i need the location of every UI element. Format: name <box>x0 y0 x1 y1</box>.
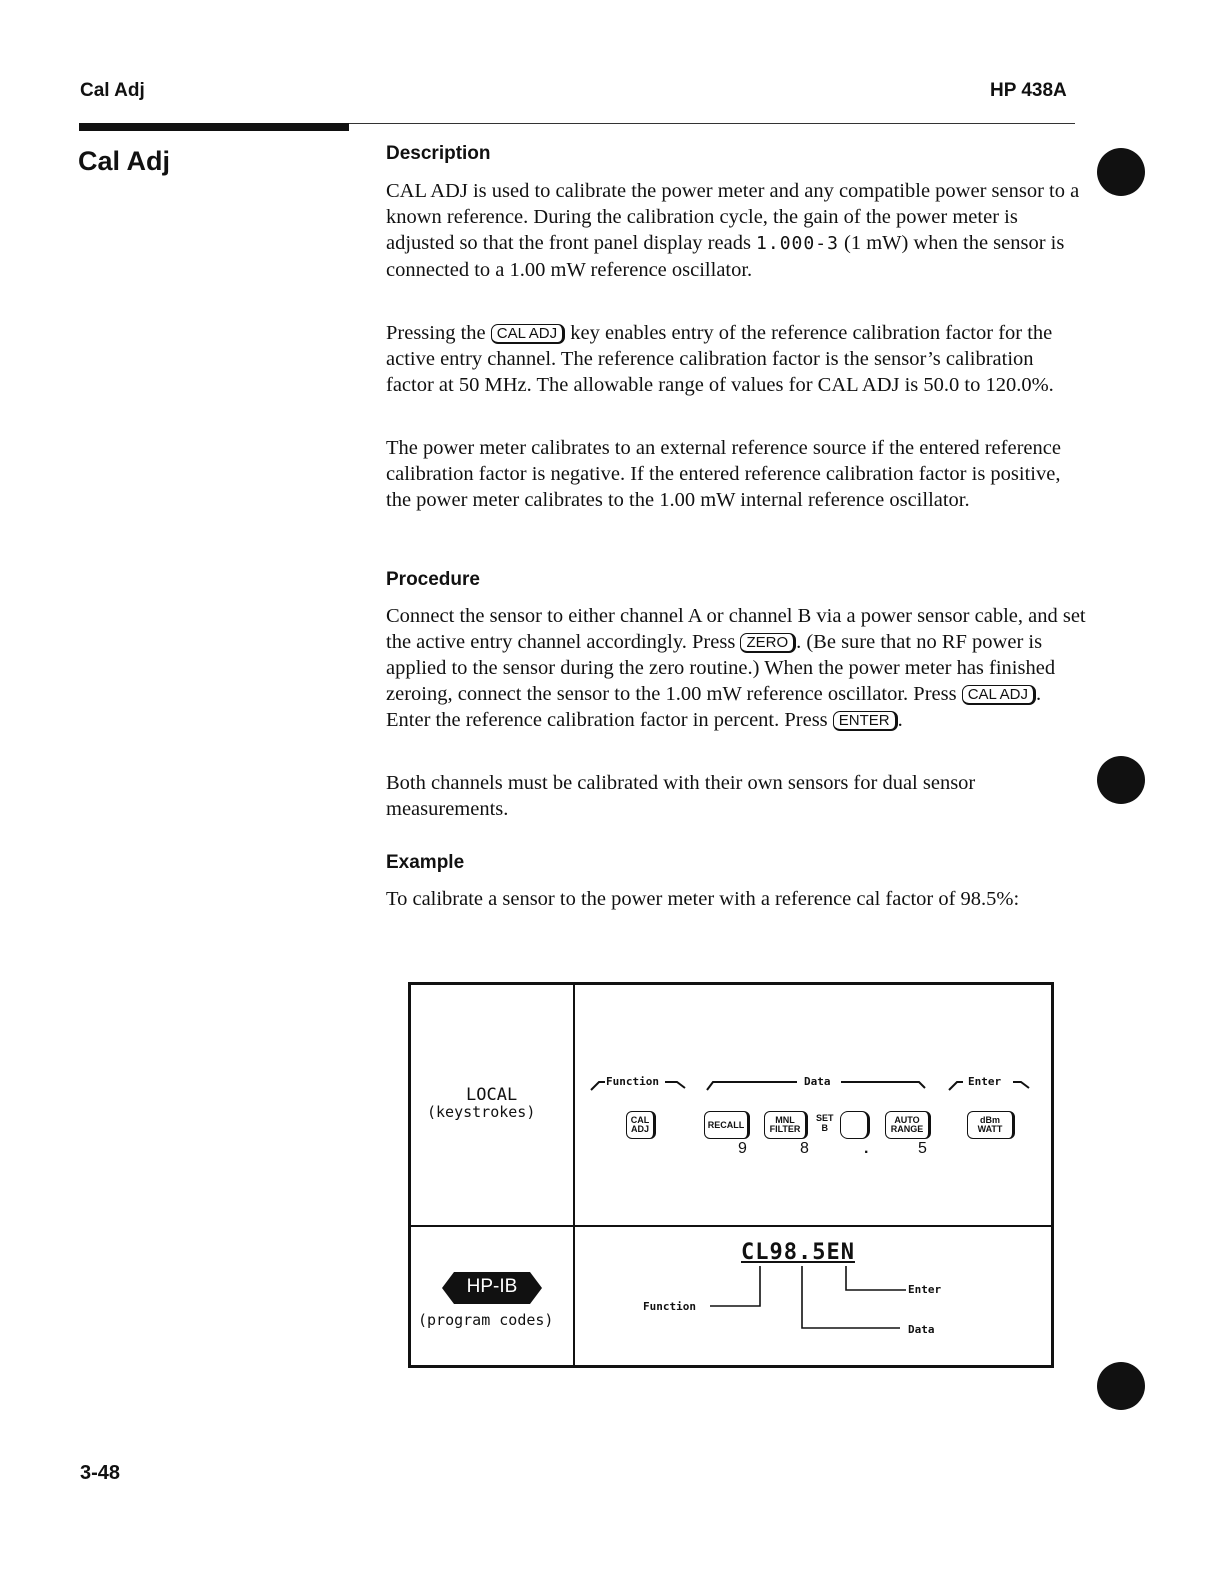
program-codes-label: (program codes) <box>418 1311 554 1329</box>
table-divider-horizontal <box>408 1225 1054 1227</box>
hpib-badge-text: HP-IB <box>466 1276 518 1297</box>
description-paragraph-3: The power meter calibrates to an external reference source if the entered reference calibration factor is negative. If the entered reference calibration factor is positive, the power meter calibrates to the 1.00 mW internal reference oscillator. <box>386 437 1061 511</box>
procedure-paragraph-2: Both channels must be calibrated with their own sensors for dual sensor measurements. <box>386 772 976 820</box>
cal-adj-keycap: CAL ADJ <box>626 1111 656 1139</box>
dbm-watt-keycap: dBm WATT <box>967 1111 1015 1139</box>
auto-range-keycap: AUTO RANGE <box>885 1111 931 1139</box>
display-readout: 1.000-3 <box>756 233 839 254</box>
description-heading: Description <box>386 143 491 164</box>
callout-enter-label: Enter <box>908 1283 942 1296</box>
program-code: CL98.5EN <box>741 1240 855 1265</box>
enter-key: ENTER <box>833 711 898 731</box>
callout-function-label: Function <box>643 1300 696 1313</box>
binder-hole-marker <box>1097 148 1145 196</box>
binder-hole-marker <box>1097 756 1145 804</box>
set-b-keycap <box>840 1111 870 1139</box>
table-divider-vertical <box>573 982 575 1368</box>
data-group-label: Data <box>804 1075 831 1088</box>
example-heading: Example <box>386 852 465 873</box>
keystroke-digit: 8 <box>800 1140 809 1157</box>
running-header-left: Cal Adj <box>80 80 145 101</box>
procedure-heading: Procedure <box>386 569 480 590</box>
keystroke-digit: 9 <box>738 1140 747 1157</box>
page-number: 3-48 <box>80 1462 121 1484</box>
description-paragraph-2: Pressing the CAL ADJ key enables entry of the reference calibration factor for the active entry channel. The reference calibration factor is the sensor’s calibration factor at 50 MHz. The allowable range of values for CAL ADJ is 50.0 to 120.0%. <box>386 322 1054 396</box>
example-intro: To calibrate a sensor to the power meter with a reference cal factor of 98.5%: <box>386 888 1020 910</box>
zero-key: ZERO <box>740 633 796 653</box>
function-group-label: Function <box>606 1075 659 1088</box>
callout-data-label: Data <box>908 1323 935 1336</box>
binder-hole-marker <box>1097 1362 1145 1410</box>
header-rule-thick <box>79 123 349 131</box>
keystroke-digit: 5 <box>918 1140 927 1157</box>
keystrokes-label: (keystrokes) <box>427 1103 536 1121</box>
mnl-filter-keycap: MNL FILTER <box>764 1111 808 1139</box>
set-b-key-label: SET B <box>816 1113 834 1133</box>
cal-adj-key: CAL ADJ <box>962 685 1036 705</box>
procedure-paragraph-1: Connect the sensor to either channel A or channel B via a power sensor cable, and set the active entry channel accordingly. Press ZERO . (Be sure that no RF power is applied to the sensor during the zero routine.) When the power meter has finished zeroing, connect the sensor to the 1.00 mW reference oscillator. Press CAL ADJ . Enter the reference calibration factor in percent. Press ENTER . <box>386 605 1086 731</box>
keystroke-digit: . <box>864 1140 869 1157</box>
header-rule-thin <box>349 123 1075 124</box>
recall-keycap: RECALL <box>704 1111 750 1139</box>
local-label: LOCAL <box>466 1085 518 1105</box>
description-paragraph-1: CAL ADJ is used to calibrate the power meter and any compatible power sensor to a known reference. During the calibration cycle, the gain of the power meter is adjusted so that the front panel display reads 1.000-3 (1 mW) when the sensor is connected to a 1.00 mW reference oscillator. <box>386 180 1080 281</box>
cal-adj-key: CAL ADJ <box>491 324 565 344</box>
running-header-right: HP 438A <box>990 80 1067 101</box>
section-title: Cal Adj <box>78 146 171 176</box>
enter-group-label: Enter <box>968 1075 1002 1088</box>
